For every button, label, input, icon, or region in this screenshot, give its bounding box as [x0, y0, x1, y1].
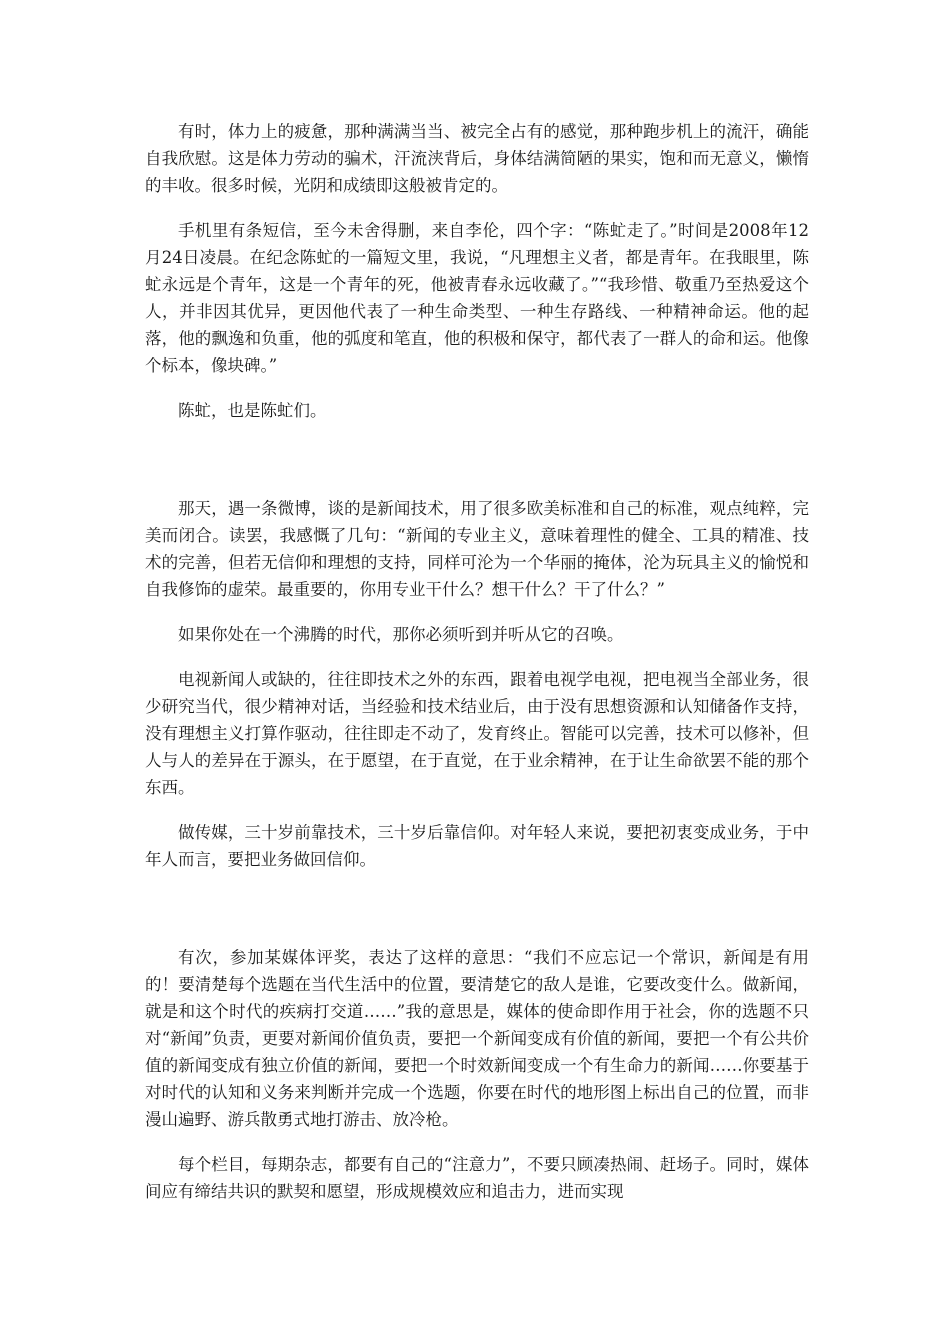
paragraph-weibo: 那天，遇一条微博，谈的是新闻技术，用了很多欧美标准和自己的标准，观点纯粹，完美而闭合。读罢，我感慨了几句：“新闻的专业主义，意味着理性的健全、工具的精准、技术的完善，但若无信仰和理想的支持，同样可沦为一个华丽的掩体，沦为玩具主义的愉悦和自我修饰的虚荣。最重要的，你用专业干什么？想干什么？干了什么？”: [145, 499, 809, 599]
paragraph-chen-meng: 陈虻，也是陈虻们。: [178, 401, 327, 420]
paragraph-text-message: 手机里有条短信，至今未舍得删，来自李伦，四个字：“陈虻走了。”时间是2008年12月24日凌晨。在纪念陈虻的一篇短文里，我说，“凡理想主义者，都是青年。在我眼里，陈虻永远是个青年，这是一个青年的死，他被青春永远收藏了。”“我珍惜、敬重乃至热爱这个人，并非因其优异，更因他代表了一种生命类型、一种生存路线、一种精神命运。他的起落，他的飘逸和负重，他的弧度和笔直，他的积极和保守，都代表了一群人的命和运。他像个标本，像块碑。”: [145, 221, 809, 375]
document-body: [145, 118, 809, 1205]
paragraph-fatigue: 有时，体力上的疲惫，那种满满当当、被完全占有的感觉，那种跑步机上的流汗，确能自我欣慰。这是体力劳动的骗术，汗流浃背后，身体结满简陋的果实，饱和而无意义，懒惰的丰收。很多时候，光阴和成绩即这般被肯定的。: [145, 122, 809, 195]
paragraph-media-award: 有次，参加某媒体评奖，表达了这样的意思：“我们不应忘记一个常识，新闻是有用的！要清楚每个选题在当代生活中的位置，要清楚它的敌人是谁，它要改变什么。做新闻，就是和这个时代的疾病打交道……”我的意思是，媒体的使命即作用于社会，你的选题不只对“新闻”负责，更要对新闻价值负责，要把一个新闻变成有价值的新闻，要把一个有公共价值的新闻变成有独立价值的新闻，要把一个时效新闻变成一个有生命力的新闻……你要基于对时代的认知和义务来判断并完成一个选题，你要在时代的地形图上标出自己的位置，而非漫山遍野、游兵散勇式地打游击、放冷枪。: [145, 948, 809, 1129]
paragraph-era-call: 如果你处在一个沸腾的时代，那你必须听到并听从它的召唤。: [178, 625, 624, 644]
paragraph-attention: 每个栏目，每期杂志，都要有自己的“注意力”，不要只顾凑热闹、赶场子。同时，媒体间应有缔结共识的默契和愿望，形成规模效应和追击力，进而实现: [145, 1155, 809, 1201]
paragraph-media-faith: 做传媒，三十岁前靠技术，三十岁后靠信仰。对年轻人来说，要把初衷变成业务，于中年人而言，要把业务做回信仰。: [145, 823, 809, 869]
paragraph-tv-news: 电视新闻人或缺的，往往即技术之外的东西，跟着电视学电视，把电视当全部业务，很少研究当代，很少精神对话，当经验和技术结业后，由于没有思想资源和认知储备作支持，没有理想主义打算作驱动，往往即走不动了，发育终止。智能可以完善，技术可以修补，但人与人的差异在于源头，在于愿望，在于直觉，在于业余精神，在于让生命欲罢不能的那个东西。: [145, 670, 809, 797]
